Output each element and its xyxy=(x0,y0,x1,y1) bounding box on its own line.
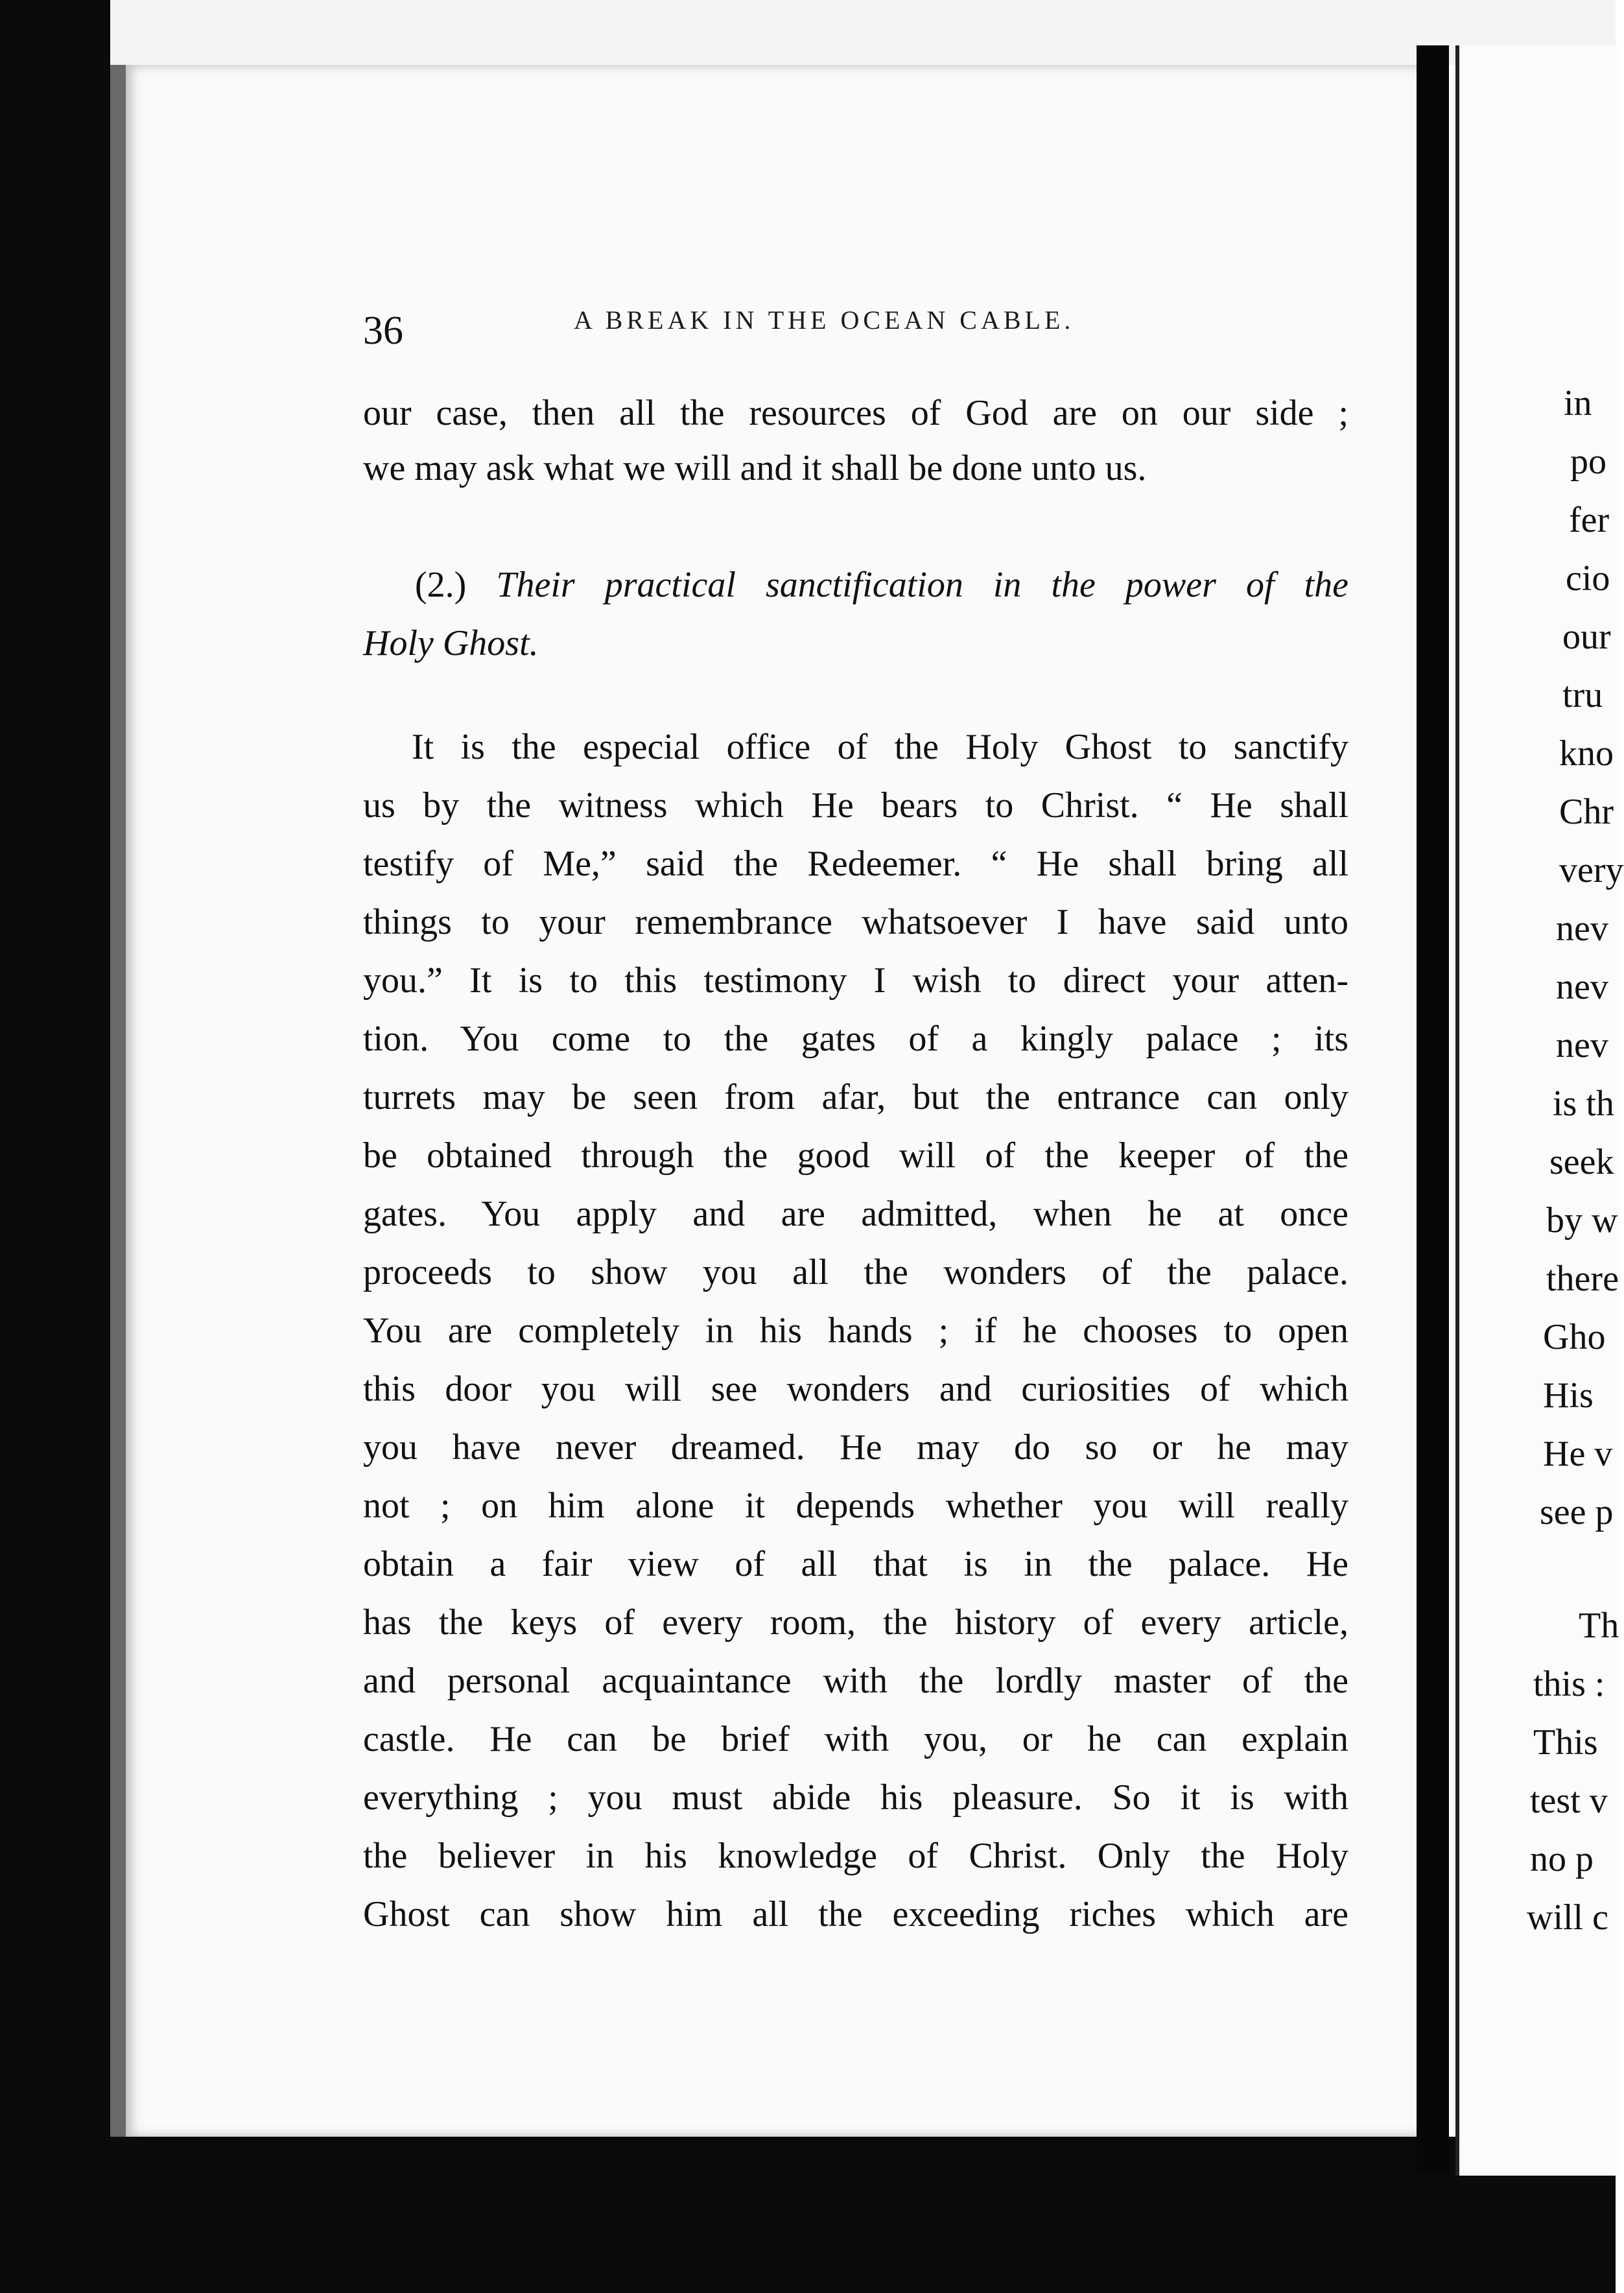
right-page-fragment: tru xyxy=(1562,675,1603,715)
paragraph-line: you.” It is to this testimony I wish to direct your atten- xyxy=(363,960,1348,1001)
running-head: A BREAK IN THE OCEAN CABLE. xyxy=(574,305,1075,335)
book-gutter xyxy=(1417,45,1449,2172)
right-page-fragment: see p xyxy=(1540,1492,1614,1532)
right-page-fragment: very xyxy=(1559,850,1624,890)
right-page-fragment: Chr xyxy=(1559,792,1614,832)
paragraph-line: be obtained through the good will of the keeper of the xyxy=(363,1135,1348,1176)
right-page-fragment: nev xyxy=(1556,1025,1608,1065)
subheading-title: Their practical sanctification in the power of the xyxy=(496,565,1348,605)
right-page-fragment: po xyxy=(1570,442,1606,482)
scan-border-bottom xyxy=(0,2137,1616,2293)
right-page-fragment: nev xyxy=(1556,909,1608,949)
right-page-fragment: is th xyxy=(1553,1084,1614,1124)
right-page-fragment: He v xyxy=(1543,1434,1613,1474)
paragraph-line: It is the especial office of the Holy Ghost to sanctify xyxy=(412,727,1348,767)
paragraph-line: things to your remembrance whatsoever I have said unto xyxy=(363,902,1348,942)
paragraph-line: everything ; you must abide his pleasure. So it is with xyxy=(363,1777,1348,1818)
subheading-number: (2.) xyxy=(415,565,467,605)
subheading-line-2: Holy Ghost. xyxy=(363,623,539,663)
right-page-fragment: seek xyxy=(1549,1142,1614,1182)
right-page-fragment: Gho xyxy=(1543,1317,1606,1357)
paragraph-line: has the keys of every room, the history of every article, xyxy=(363,1602,1348,1643)
right-page-fragment: Th xyxy=(1579,1606,1619,1646)
paragraph-line: obtain a fair view of all that is in the palace. He xyxy=(363,1544,1348,1584)
right-page-fragment: test v xyxy=(1530,1781,1608,1821)
paragraph-line: tion. You come to the gates of a kingly palace ; its xyxy=(363,1019,1348,1059)
paragraph-line: castle. He can be brief with you, or he can explain xyxy=(363,1719,1348,1759)
paragraph-line: turrets may be seen from afar, but the entrance can only xyxy=(363,1077,1348,1117)
right-page-fragment: cio xyxy=(1566,558,1610,599)
subheading-line xyxy=(415,564,1348,606)
right-page-fragment: kno xyxy=(1559,733,1614,774)
right-page-fragment: by w xyxy=(1546,1200,1618,1241)
body-line: we may ask what we will and it shall be done unto us. xyxy=(363,448,1147,488)
right-page-fragment: our xyxy=(1562,617,1611,657)
right-page-fragment: This xyxy=(1533,1722,1598,1763)
page-number: 36 xyxy=(363,309,403,353)
right-page-fragment: nev xyxy=(1556,967,1608,1007)
paragraph-line: us by the witness which He bears to Christ. “ He shall xyxy=(363,785,1348,826)
paragraph-line: the believer in his knowledge of Christ. Only the Holy xyxy=(363,1836,1348,1876)
body-line: our case, then all the resources of God are on our side ; xyxy=(363,393,1348,433)
right-page-fragment: there xyxy=(1546,1259,1619,1299)
right-page-fragment: in xyxy=(1564,383,1592,423)
paragraph-line: you have never dreamed. He may do so or he may xyxy=(363,1427,1348,1467)
paragraph-line: this door you will see wonders and curiosities of which xyxy=(363,1369,1348,1409)
paragraph-line: Ghost can show him all the exceeding riches which are xyxy=(363,1894,1348,1934)
right-page-fragment: this : xyxy=(1533,1664,1605,1704)
right-page-fragment: will c xyxy=(1527,1897,1608,1938)
paragraph-line: and personal acquaintance with the lordly master of the xyxy=(363,1661,1348,1701)
paragraph-line: testify of Me,” said the Redeemer. “ He shall bring all xyxy=(363,844,1348,884)
paragraph-line: You are completely in his hands ; if he chooses to open xyxy=(363,1311,1348,1351)
paragraph-line: gates. You apply and are admitted, when he at once xyxy=(363,1194,1348,1234)
right-page-fragment: fer xyxy=(1569,500,1610,540)
paragraph-line: not ; on him alone it depends whether you will really xyxy=(363,1486,1348,1526)
scan-border-top xyxy=(0,0,1616,65)
right-page-fragment: no p xyxy=(1530,1839,1594,1879)
right-page-fragment: His xyxy=(1543,1375,1594,1416)
scan-border-left xyxy=(0,0,110,2293)
paragraph-line: proceeds to show you all the wonders of the palace. xyxy=(363,1252,1348,1292)
